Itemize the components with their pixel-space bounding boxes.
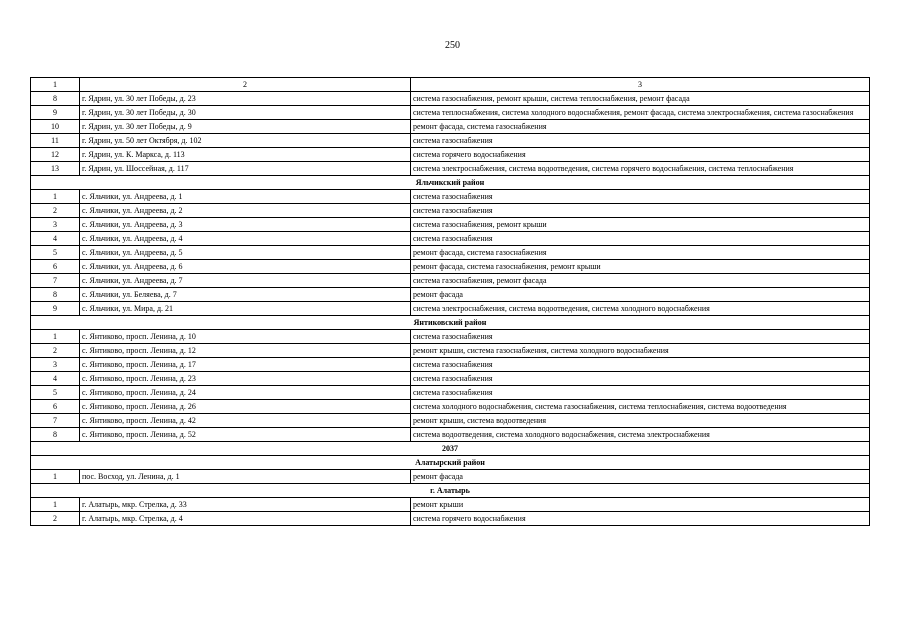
works-cell: ремонт фасада, система газоснабжения, ремонт крыши [411,260,870,274]
works-cell: система газоснабжения [411,372,870,386]
table-row [31,358,870,372]
works-cell: ремонт фасада [411,288,870,302]
address-cell: с. Янтиково, просп. Ленина, д. 10 [80,330,411,344]
table-row [31,134,870,148]
row-number-cell: 2 [31,344,80,358]
row-number-cell: 1 [31,470,80,484]
row-number-cell: 2 [31,512,80,526]
row-number-cell: 1 [31,190,80,204]
address-cell: с. Яльчики, ул. Андреева, д. 1 [80,190,411,204]
table-row [31,498,870,512]
section-header-row [31,442,870,456]
section-title: г. Алатырь [31,484,870,498]
works-cell: система водоотведения, система холодного водоснабжения, система электроснабжения [411,428,870,442]
works-cell: система газоснабжения [411,386,870,400]
address-cell: с. Янтиково, просп. Ленина, д. 42 [80,414,411,428]
address-cell: с. Яльчики, ул. Андреева, д. 6 [80,260,411,274]
table-row [31,512,870,526]
address-cell: с. Янтиково, просп. Ленина, д. 52 [80,428,411,442]
table-row [31,274,870,288]
works-cell: система холодного водоснабжения, система газоснабжения, система теплоснабжения, система водоотведения [411,400,870,414]
works-cell: система газоснабжения, ремонт фасада [411,274,870,288]
row-number-cell: 9 [31,302,80,316]
table-row [31,92,870,106]
address-cell: с. Яльчики, ул. Андреева, д. 2 [80,204,411,218]
address-cell: с. Яльчики, ул. Беляева, д. 7 [80,288,411,302]
table-row [31,344,870,358]
address-cell: с. Яльчики, ул. Андреева, д. 7 [80,274,411,288]
row-number-cell: 13 [31,162,80,176]
address-cell: г. Алатырь, мкр. Стрелка, д. 4 [80,512,411,526]
repair-works-table [30,77,870,526]
table-row [31,218,870,232]
address-cell: с. Янтиково, просп. Ленина, д. 26 [80,400,411,414]
row-number-cell: 6 [31,400,80,414]
address-cell: г. Ядрин, ул. 30 лет Победы, д. 30 [80,106,411,120]
row-number-cell: 5 [31,386,80,400]
works-cell: система горячего водоснабжения [411,148,870,162]
works-cell: система газоснабжения [411,358,870,372]
section-header-row [31,316,870,330]
table-row [31,204,870,218]
table-row [31,330,870,344]
row-number-cell: 10 [31,120,80,134]
table-row [31,428,870,442]
works-cell: система теплоснабжения, система холодного водоснабжения, ремонт фасада, система электроснабжения, система газоснабжения [411,106,870,120]
row-number-cell: 12 [31,148,80,162]
page-number: 250 [445,40,460,51]
table-row [31,414,870,428]
row-number-cell: 2 [31,204,80,218]
table-row [31,120,870,134]
address-cell: пос. Восход, ул. Ленина, д. 1 [80,470,411,484]
address-cell: с. Янтиково, просп. Ленина, д. 17 [80,358,411,372]
works-cell: ремонт крыши [411,498,870,512]
table-row [31,232,870,246]
table-body [31,78,870,526]
section-title: 2037 [31,442,870,456]
row-number-cell: 3 [31,358,80,372]
address-cell: г. Ядрин, ул. 30 лет Победы, д. 9 [80,120,411,134]
table-row [31,162,870,176]
address-cell: с. Яльчики, ул. Андреева, д. 5 [80,246,411,260]
section-title: Алатырский район [31,456,870,470]
works-cell: система электроснабжения, система водоотведения, система холодного водоснабжения [411,302,870,316]
table-row [31,302,870,316]
row-number-cell: 6 [31,260,80,274]
address-cell: г. Ядрин, ул. 30 лет Победы, д. 23 [80,92,411,106]
row-number-cell: 4 [31,372,80,386]
address-cell: с. Яльчики, ул. Андреева, д. 4 [80,232,411,246]
address-cell: г. Ядрин, ул. К. Маркса, д. 113 [80,148,411,162]
row-number-cell: 11 [31,134,80,148]
row-number-cell: 1 [31,498,80,512]
table-row [31,106,870,120]
row-number-cell: 4 [31,232,80,246]
row-number-cell: 5 [31,246,80,260]
table-row [31,246,870,260]
section-title: Яльчикский район [31,176,870,190]
section-header-row [31,176,870,190]
table-row [31,372,870,386]
table-row [31,400,870,414]
works-cell: система газоснабжения [411,190,870,204]
works-cell: система горячего водоснабжения [411,512,870,526]
works-cell: ремонт фасада [411,470,870,484]
works-cell: ремонт крыши, система водоотведения [411,414,870,428]
section-title: Янтиковский район [31,316,870,330]
row-number-cell: 7 [31,414,80,428]
header-cell-address: 2 [80,78,411,92]
address-cell: с. Янтиково, просп. Ленина, д. 12 [80,344,411,358]
header-cell-works: 3 [411,78,870,92]
row-number-cell: 8 [31,428,80,442]
works-cell: система газоснабжения [411,232,870,246]
row-number-cell: 3 [31,218,80,232]
address-cell: с. Янтиково, просп. Ленина, д. 24 [80,386,411,400]
works-cell: система газоснабжения [411,204,870,218]
works-cell: система электроснабжения, система водоотведения, система горячего водоснабжения, система теплоснабжения [411,162,870,176]
row-number-cell: 8 [31,288,80,302]
section-header-row [31,456,870,470]
table-row [31,470,870,484]
table-header-row [31,78,870,92]
works-cell: система газоснабжения [411,134,870,148]
works-cell: система газоснабжения [411,330,870,344]
works-cell: система газоснабжения, ремонт крыши, система теплоснабжения, ремонт фасада [411,92,870,106]
row-number-cell: 7 [31,274,80,288]
address-cell: с. Янтиково, просп. Ленина, д. 23 [80,372,411,386]
table-row [31,288,870,302]
table-row [31,386,870,400]
section-header-row [31,484,870,498]
table-row [31,190,870,204]
works-cell: ремонт фасада, система газоснабжения [411,120,870,134]
address-cell: г. Ядрин, ул. Шоссейная, д. 117 [80,162,411,176]
address-cell: с. Яльчики, ул. Мира, д. 21 [80,302,411,316]
table-row [31,148,870,162]
works-cell: ремонт фасада, система газоснабжения [411,246,870,260]
works-cell: ремонт крыши, система газоснабжения, система холодного водоснабжения [411,344,870,358]
row-number-cell: 9 [31,106,80,120]
address-cell: г. Ядрин, ул. 50 лет Октября, д. 102 [80,134,411,148]
address-cell: с. Яльчики, ул. Андреева, д. 3 [80,218,411,232]
table-row [31,260,870,274]
works-cell: система газоснабжения, ремонт крыши [411,218,870,232]
row-number-cell: 8 [31,92,80,106]
row-number-cell: 1 [31,330,80,344]
header-cell-num: 1 [31,78,80,92]
address-cell: г. Алатырь, мкр. Стрелка, д. 33 [80,498,411,512]
